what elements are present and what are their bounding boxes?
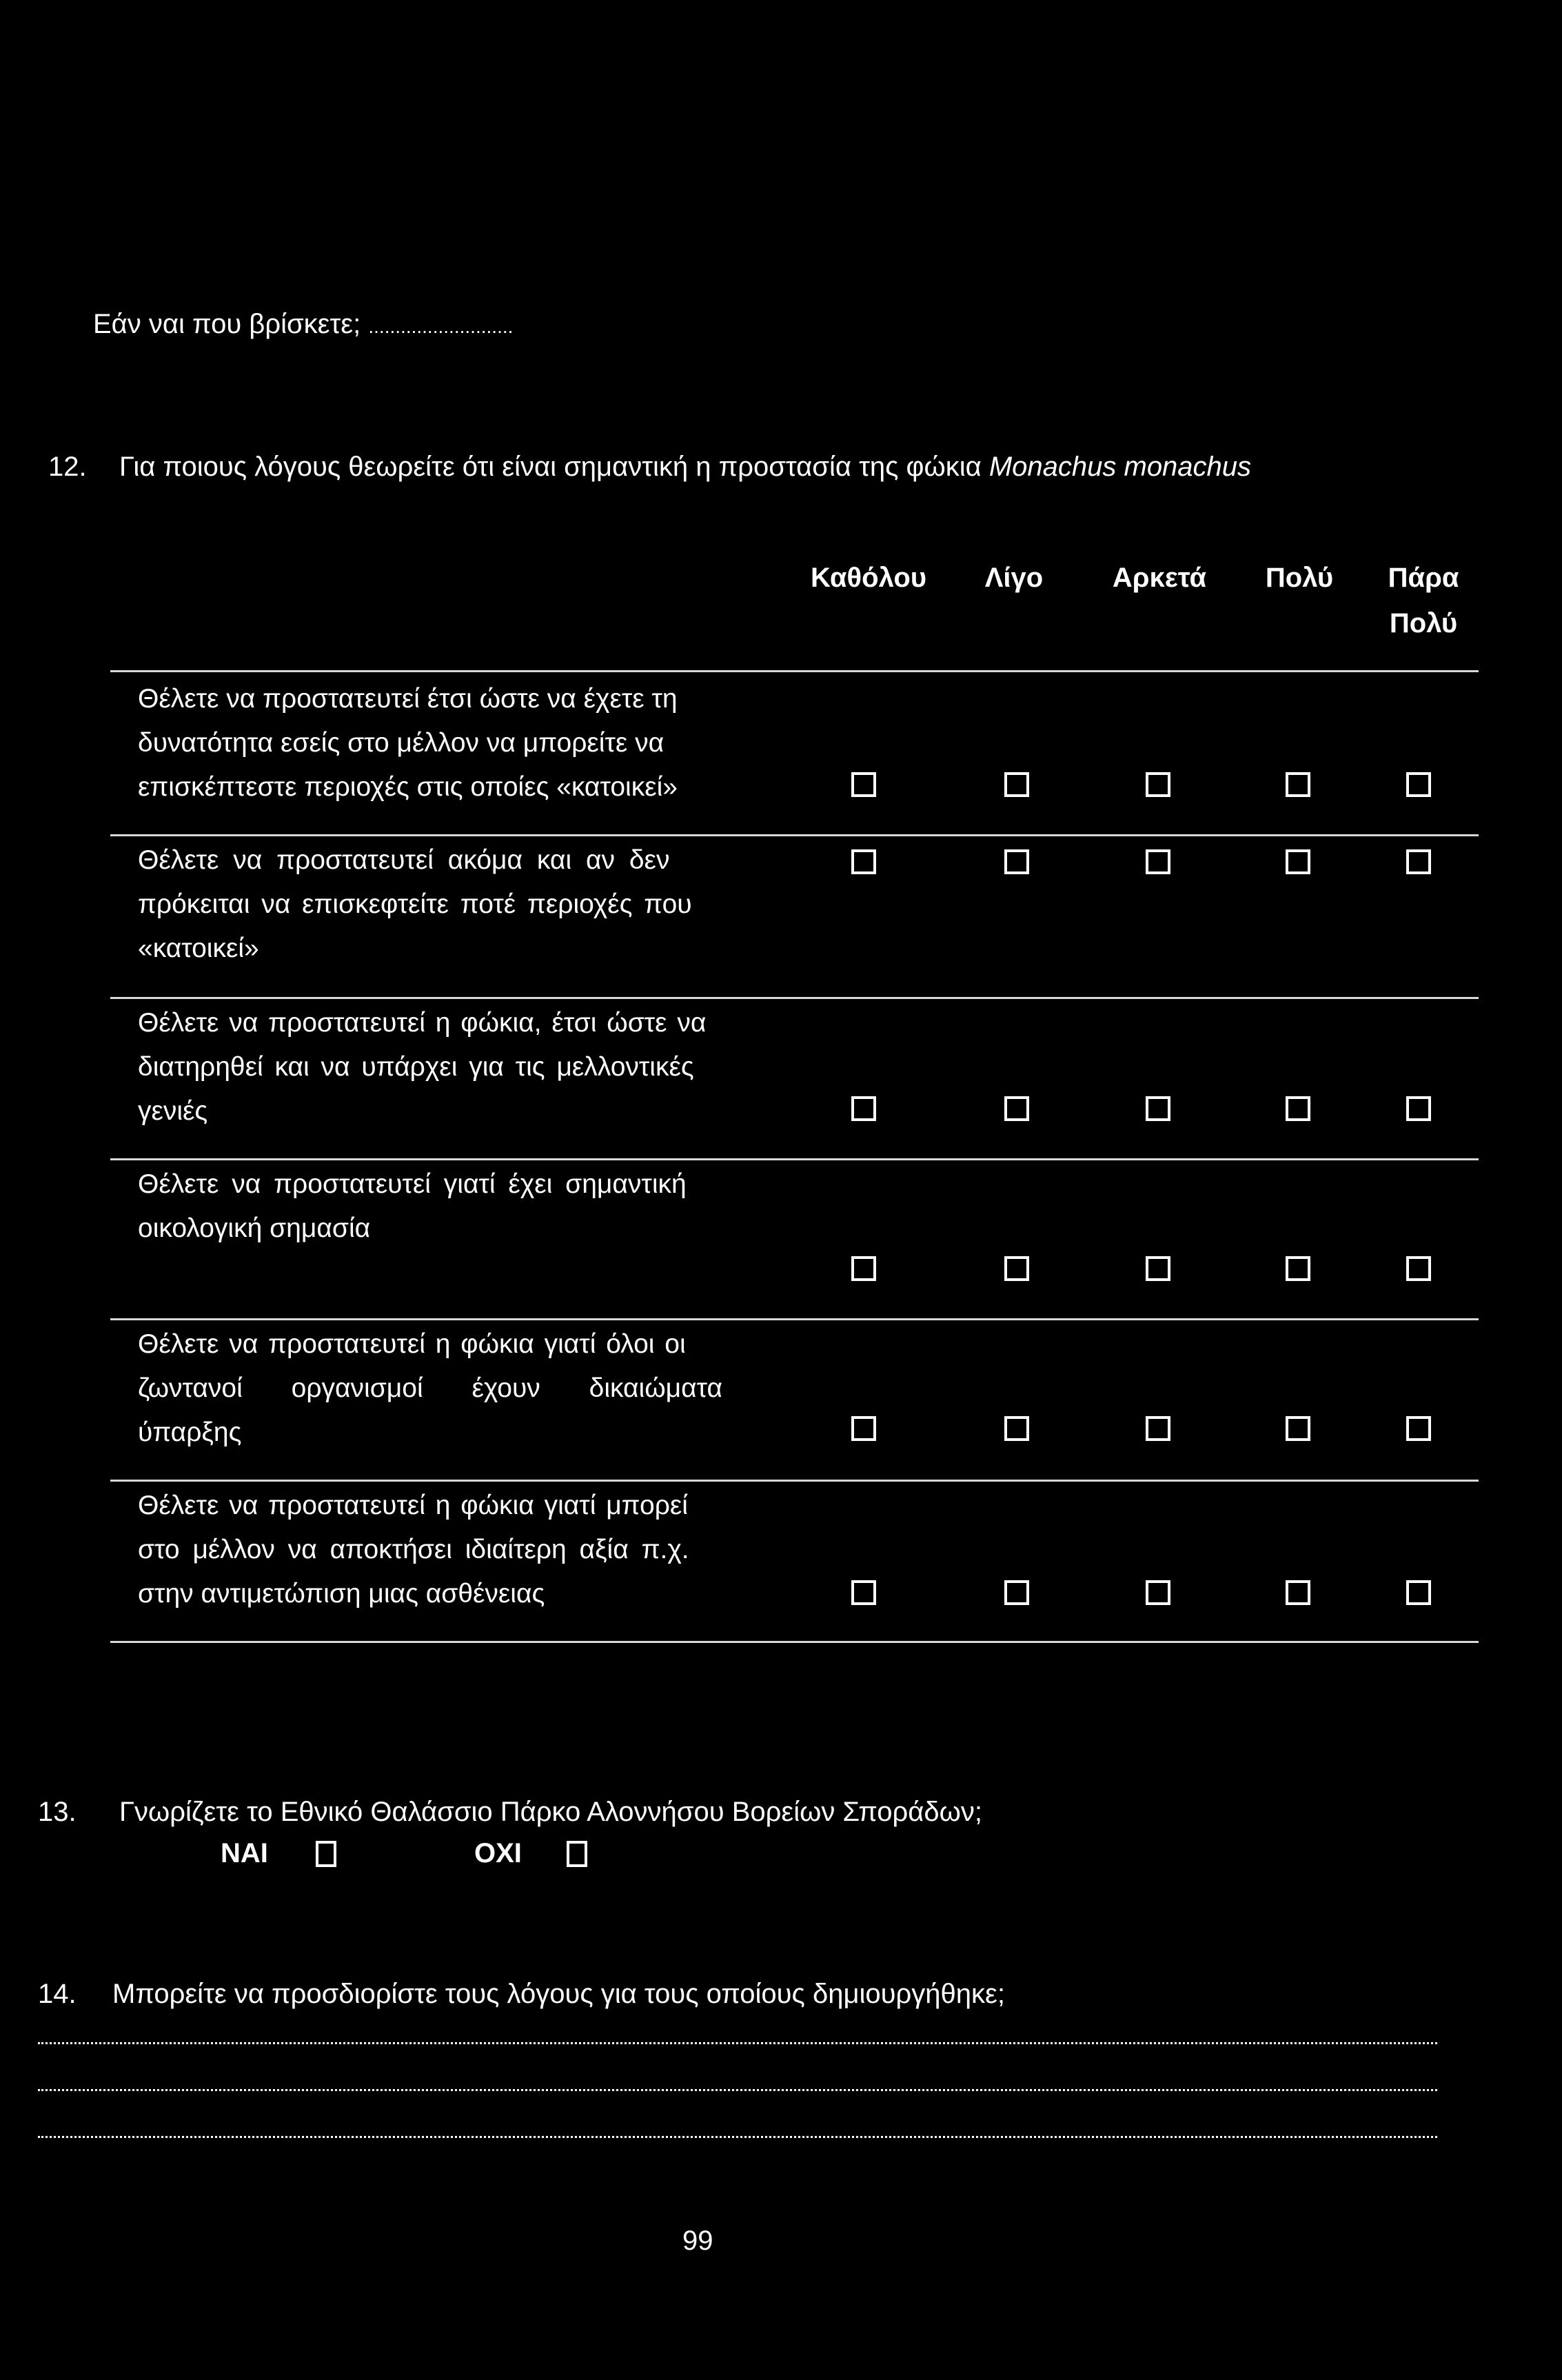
- row-1-line-3: επισκέπτεστε περιοχές στις οποίες «κατοικεί»: [138, 772, 678, 802]
- row-5-line-2: ζωντανοί οργανισμοί έχουν δικαιώματα: [138, 1373, 723, 1403]
- q12-species: Monachus monachus: [988, 452, 1252, 482]
- q12-row-5: [138, 1322, 765, 1455]
- table-rule-1: [110, 834, 1479, 836]
- q12-row-4: [138, 1162, 765, 1251]
- row-3-checkbox-enough[interactable]: [1146, 1096, 1170, 1121]
- row-3-line-3: γενιές: [138, 1096, 208, 1126]
- row-1-checkbox-little[interactable]: [1004, 772, 1029, 797]
- q13-yes-checkbox[interactable]: [316, 1841, 336, 1867]
- row-4-line-2: οικολογική σημασία: [138, 1213, 371, 1243]
- row-5-line-3: ύπαρξης: [138, 1418, 242, 1447]
- row-1-checkbox-enough[interactable]: [1146, 772, 1170, 797]
- q12-row-1: [138, 677, 765, 809]
- row-1-line-1: Θέλετε να προστατευτεί έτσι ώστε να έχετε τη: [138, 684, 678, 714]
- q14-number: 14.: [38, 1979, 77, 2009]
- row-6-checkbox-none[interactable]: [851, 1580, 876, 1605]
- scale-header-very-much-line2: Πολύ: [1389, 608, 1458, 638]
- row-6-checkbox-enough[interactable]: [1146, 1580, 1170, 1605]
- row-2-checkbox-enough[interactable]: [1146, 849, 1170, 874]
- q13-no-label: ΟΧΙ: [474, 1838, 522, 1868]
- row-3-checkbox-very-much[interactable]: [1406, 1096, 1431, 1121]
- table-rule-3: [110, 1158, 1479, 1160]
- row-3-line-1: Θέλετε να προστατευτεί η φώκια, έτσι ώστε να: [138, 1008, 707, 1038]
- row-2-line-2: πρόκειται να επισκεφτείτε ποτέ περιοχές που: [138, 889, 692, 919]
- q12-text: [119, 450, 1251, 483]
- row-2-checkbox-little[interactable]: [1004, 849, 1029, 874]
- row-4-checkbox-very-much[interactable]: [1406, 1256, 1431, 1281]
- row-2-checkbox-none[interactable]: [851, 849, 876, 874]
- table-rule-5: [110, 1480, 1479, 1482]
- row-4-checkbox-little[interactable]: [1004, 1256, 1029, 1281]
- row-5-checkbox-enough[interactable]: [1146, 1416, 1170, 1441]
- page-number: 99: [682, 2226, 713, 2256]
- q13-yes-label: ΝΑΙ: [221, 1838, 268, 1868]
- q14-text: Μπορείτε να προσδιορίστε τους λόγους για τους οποίους δημιουργήθηκε;: [112, 1979, 1005, 2009]
- row-2-line-3: «κατοικεί»: [138, 934, 259, 963]
- q12-text-prefix: Για ποιους λόγους θεωρείτε ότι είναι σημαντική η προστασία της φώκια: [119, 452, 989, 482]
- row-5-checkbox-none[interactable]: [851, 1416, 876, 1441]
- row-5-checkbox-very-much[interactable]: [1406, 1416, 1431, 1441]
- where-answer-blank[interactable]: ...........................: [368, 316, 514, 337]
- row-2-checkbox-much[interactable]: [1286, 849, 1310, 874]
- scale-header-none: Καθόλου: [810, 563, 927, 593]
- row-3-checkbox-much[interactable]: [1286, 1096, 1310, 1121]
- where-prompt: [93, 307, 513, 343]
- row-1-checkbox-very-much[interactable]: [1406, 772, 1431, 797]
- q12-number: 12.: [48, 452, 87, 482]
- row-6-line-2: στο μέλλον να αποκτήσει ιδιαίτερη αξία π.χ.: [138, 1535, 689, 1564]
- row-6-checkbox-much[interactable]: [1286, 1580, 1310, 1605]
- scale-header-much: Πολύ: [1265, 563, 1334, 593]
- scale-header-very-much-line1: Πάρα: [1388, 563, 1459, 593]
- table-rule-top: [110, 670, 1479, 672]
- row-5-checkbox-little[interactable]: [1004, 1416, 1029, 1441]
- q14-answer-line-1[interactable]: [38, 2042, 1437, 2044]
- row-1-line-2: δυνατότητα εσείς στο μέλλον να μπορείτε να: [138, 728, 665, 758]
- row-5-checkbox-much[interactable]: [1286, 1416, 1310, 1441]
- row-1-checkbox-much[interactable]: [1286, 772, 1310, 797]
- row-6-checkbox-little[interactable]: [1004, 1580, 1029, 1605]
- row-6-line-1: Θέλετε να προστατευτεί η φώκια γιατί μπορεί: [138, 1491, 688, 1520]
- scale-header-very-much: [1365, 561, 1482, 640]
- scale-header-little: Λίγο: [984, 563, 1044, 593]
- q12-row-3: [138, 1001, 765, 1133]
- row-3-checkbox-none[interactable]: [851, 1096, 876, 1121]
- q12-row-6: [138, 1484, 765, 1616]
- q14-answer-line-2[interactable]: [38, 2089, 1437, 2091]
- row-1-checkbox-none[interactable]: [851, 772, 876, 797]
- row-4-line-1: Θέλετε να προστατευτεί γιατί έχει σημαντική: [138, 1169, 687, 1199]
- where-prompt-label: Εάν ναι που βρίσκετε;: [93, 309, 361, 339]
- row-3-checkbox-little[interactable]: [1004, 1096, 1029, 1121]
- q13-no-checkbox[interactable]: [567, 1841, 587, 1867]
- row-2-line-1: Θέλετε να προστατευτεί ακόμα και αν δεν: [138, 845, 670, 875]
- row-4-checkbox-enough[interactable]: [1146, 1256, 1170, 1281]
- row-5-line-1: Θέλετε να προστατευτεί η φώκια γιατί όλοι οι: [138, 1329, 686, 1359]
- row-6-checkbox-very-much[interactable]: [1406, 1580, 1431, 1605]
- row-2-checkbox-very-much[interactable]: [1406, 849, 1431, 874]
- row-3-line-2: διατηρηθεί και να υπάρχει για τις μελλοντικές: [138, 1052, 694, 1082]
- table-rule-2: [110, 997, 1479, 999]
- table-rule-bottom: [110, 1641, 1479, 1643]
- q13-text: Γνωρίζετε το Εθνικό Θαλάσσιο Πάρκο Αλοννήσου Βορείων Σποράδων;: [119, 1797, 983, 1827]
- q13-number: 13.: [38, 1797, 77, 1827]
- q14-answer-line-3[interactable]: [38, 2136, 1437, 2138]
- row-4-checkbox-much[interactable]: [1286, 1256, 1310, 1281]
- scale-header-enough: Αρκετά: [1112, 563, 1207, 593]
- row-4-checkbox-none[interactable]: [851, 1256, 876, 1281]
- q12-row-2: [138, 838, 765, 971]
- row-6-line-3: στην αντιμετώπιση μιας ασθένειας: [138, 1579, 545, 1608]
- table-rule-4: [110, 1318, 1479, 1320]
